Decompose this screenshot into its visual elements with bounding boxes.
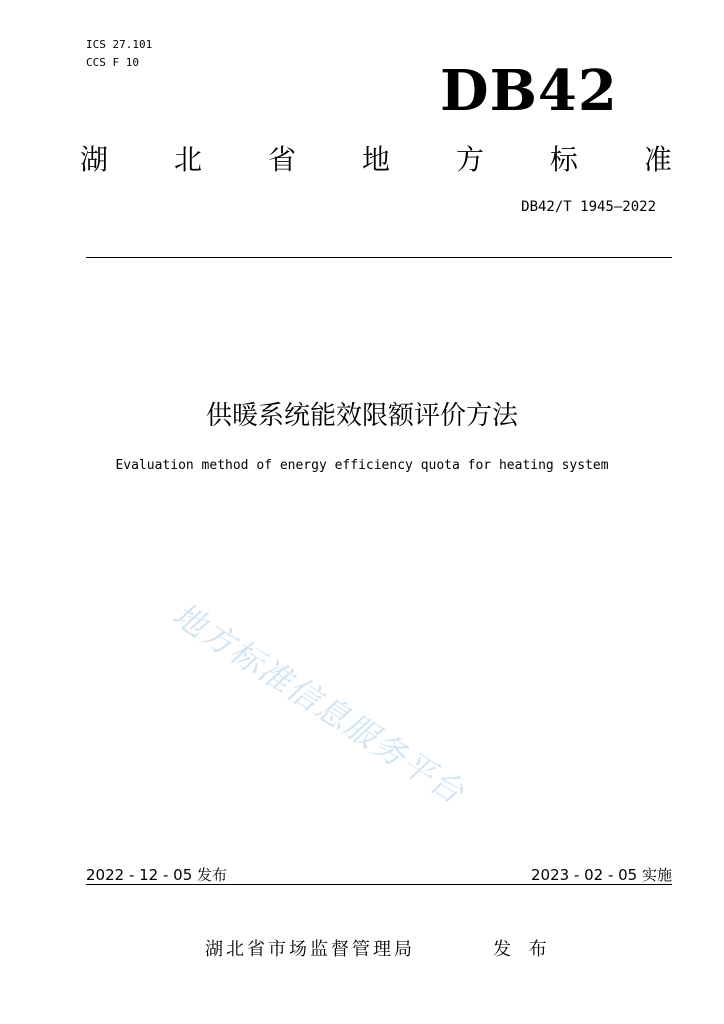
standard-type-heading [80, 138, 672, 178]
watermark: 地方标准信息服务平台 [166, 595, 472, 813]
standard-type-char: 地 [361, 143, 390, 176]
implementation-date: 2023 - 02 - 05 实施 [530, 866, 672, 884]
ics-code: ICS 27.101 [86, 38, 153, 51]
bottom-divider [86, 884, 672, 885]
classification-codes [86, 36, 152, 72]
standard-number: DB42/T 1945—2022 [521, 199, 656, 215]
db-code-logo: DB42 [440, 58, 618, 124]
publisher-name: 湖北省市场监督管理局 [205, 939, 415, 960]
document-title-english: Evaluation method of energy efficiency quota for heating system [115, 458, 609, 473]
top-divider [86, 257, 672, 258]
standard-type-char: 湖 [80, 143, 109, 176]
issue-date: 2022 - 12 - 05 发布 [86, 866, 228, 884]
publish-label: 发 布 [493, 939, 553, 960]
standard-type-char: 北 [173, 143, 202, 176]
standard-type-char: 省 [267, 143, 296, 176]
standard-type-char: 准 [643, 143, 672, 176]
ccs-code: CCS F 10 [86, 56, 139, 69]
document-title-chinese: 供暖系统能效限额评价方法 [205, 401, 518, 431]
standard-type-char: 标 [549, 143, 578, 176]
standard-type-char: 方 [455, 143, 484, 176]
